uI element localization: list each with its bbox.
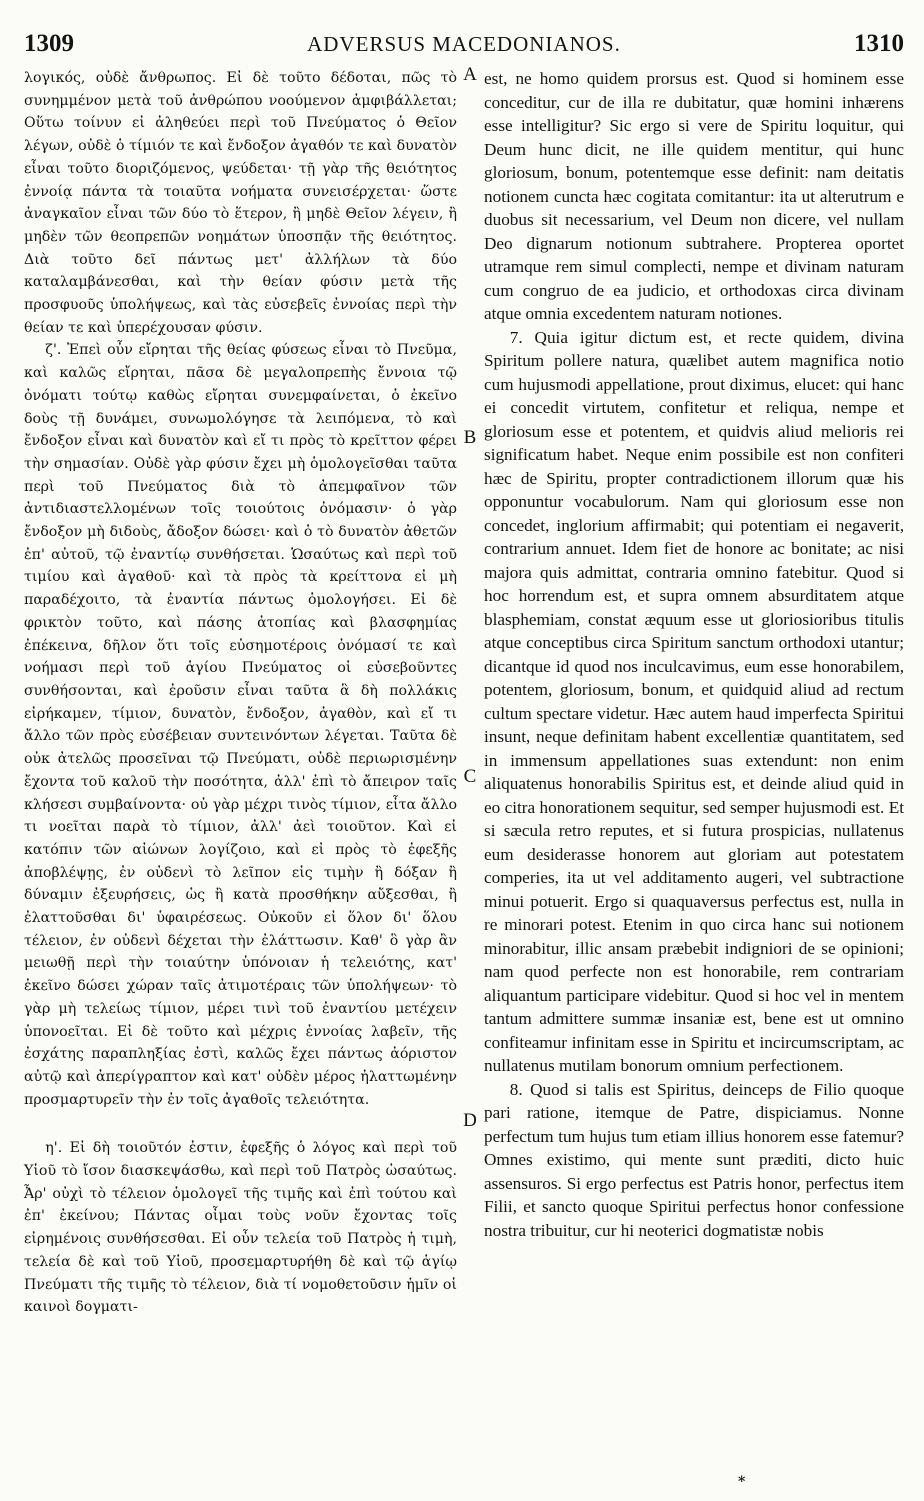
margin-marker-c: C — [463, 766, 477, 787]
latin-column — [484, 67, 904, 1242]
page-number-right: 1310 — [854, 30, 904, 57]
greek-column — [24, 67, 457, 1319]
greek-paragraph-2: ζ'. Ἐπεὶ οὖν εἴρηται τῆς θείας φύσεως εἶναι τὸ Πνεῦμα, καὶ καλῶς εἴρηται, πᾶσα δὲ μεγαλοπρεπὴς ἔννοια τῷ ὀνόματι τούτῳ καθὼς εἴρηται συνεμφαίνεται, ὁ ἐκεῖνο δοὺς τῇ δυνάμει, συνωμολόγησε τὰ λειπόμενα, τὸ καὶ ἔνδοξον εἶναι καὶ δυνατὸν καὶ εἴ τι πρὸς τὸ κρεῖττον φέρει τὴν σημασίαν. Οὐδὲ γὰρ φύσιν ἔχει μὴ ὁμολογεῖσθαι ταῦτα περὶ τοῦ Πνεύματος διὰ τὸ ἀπεμφαῖνον τῶν ἀντιδιαστελλομένων τοῖς τοιούτοις ὀνόμασιν· ὁ γὰρ ἔνδοξον μὴ διδοὺς, ἄδοξον δώσει· καὶ ὁ τὸ δυνατὸν ἀθετῶν ἐπ' αὐτοῦ, τῷ ἐναντίῳ συνθήσεται. Ὡσαύτως καὶ περὶ τοῦ τιμίου καὶ ἀγαθοῦ· καὶ τὰ πρὸς τὰ κρείττονα εἰ μὴ παραδέχοιτο, τὰ ἐναντία πάντως ὁμολογήσει. Εἰ δὲ φρικτὸν τοῦτο, καὶ πάσης ἀτοπίας καὶ βλασφημίας ἐπέκεινα, δῆλον ὅτι τοῖς εὐσημοτέροις ὀνόμασί τε καὶ νοήμασι περὶ τοῦ ἁγίου Πνεύματος οἱ εὐσεβοῦντες συνθήσονται, καὶ ἐροῦσιν εἶναι ταῦτα ἃ δὴ πολλάκις εἰρήκαμεν, τίμιον, δυνατὸν, ἔνδοξον, ἀγαθὸν, καὶ εἴ τι ἄλλο τῶν πρὸς εὐσέβειαν συντεινόντων λέγεται. Ταῦτα δὲ οὐκ ἀτελῶς προσεῖναι τῷ Πνεύματι, οὐδὲ περιωρισμένην ἔχοντα τοῦ καλοῦ τὴν ποσότητα, ἀλλ' ἐπὶ τὸ ἄπειρον ταῖς κλήσεσι συμβαίνοντα· οὐ γὰρ μέχρι τινὸς τίμιον, εἶτα ἄλλο τι νοεῖται παρὰ τὸ τίμιον, ἀλλ' ἀεὶ τοιοῦτον. Καὶ εἰ κατόπιν τῶν αἰώνων λογίζοιο, καὶ εἰ πρὸς τὸ ἐφεξῆς ἀποβλέψῃς, ἐν οὐδενὶ τὸ λεῖπον εἰς τιμὴν ἢ δόξαν ἢ δύναμιν ἐξευρήσεις, ὡς ἢ κατὰ προσθήκην αὔξεσθαι, ἢ ἐλαττοῦσθαι δι' ὑφαιρέσεως. Οὐκοῦν εἰ ὅλον δι' ὅλου τέλειον, ἐν οὐδενὶ δέχεται τὴν ἐλάττωσιν. Καθ' ὃ γὰρ ἂν μειωθῇ περὶ τὴν τοιαύτην ὑπόνοιαν ἡ τελειότης, κατ' ἐκεῖνο δώσει χώραν ταῖς ἀτιμοτέραις τῶν ὑπολήψεων· τὸ γὰρ μὴ τελείως τίμιον, μέρει τινὶ τοῦ ἐναντίου μετέχειν ὑπονοεῖται. Εἰ δὲ τοῦτο καὶ μέχρις ἐννοίας λαβεῖν, τῆς ἐσχάτης παραπληξίας ἐστὶ, καλῶς ἔχει πάντως ἀόριστον αὐτῷ καὶ ἀπερίγραπτον καὶ κατ' οὐδὲν μέρος ἠλαττωμένην προσμαρτυρεῖν τὴν ἐν τοῖς ἀγαθοῖς τελειότητα. — [24, 342, 457, 1108]
latin-paragraph-2: 7. Quia igitur dictum est, et recte quidem, divina Spiritum pollere natura, quælibet autem magnifica notio cum hujusmodi appellatione, prout diximus, elucet: qui hanc ei concedit virtutem, confitetur et reliqua, nempe et gloriosum esse et potentem, et quidvis aliud melioris rei significatum habet. Neque enim possibile est non confiteri hæc de Spiritu, propter contradictionem illorum quæ his opponuntur vocabulorum. Nam qui gloriosum esse non concedet, inglorium affirmabit; qui potentiam ei negaverit, contrarium annuet. Idem fiet de honore ac bonitate; ac nisi majora quis admittat, contraria omnino fatebitur. Quod si hoc horrendum est, et supra omnem absurditatem atque blasphemiam, constat æquum esse ut gloriosioribus titulis atque conceptibus circa Spiritum sanctum orthodoxi utantur; dicantque id quod nos inculcavimus, eum esse honorabilem, potentem, gloriosum, bonum, et quidquid aliud ad rectum cultum spectare videtur. Hæc autem haud imperfecta Spiritui insunt, neque definitam habent excellentiæ quantitatem, sed in immensum appellationes suas extendunt: non enim aliquatenus honorabilis Spiritus est, et deinde aliud quid in eo citra honorationem sequitur, sed semper hujusmodi est. Et si sæcula retro reputes, et si futura prospicias, nullatenus eum desiderasse honorem aut gloriam aut potestatem comperies, ita ut vel additamento augeri, vel subtractione minui potuerit. Ergo si quaquaversus perfectus est, nulla in re minorari potest. Etenim in quo circa hanc sui notionem minorabitur, illic ansam præbebit indigniori de se opinioni; nam quod perfecte non est honorabile, rem contrariam aliquantum participare videbitur. Quod si hoc vel in mentem tantum admittere summæ insaniæ est, bene est ut omnino confiteamur infinitam esse in Spiritu et incircumscriptam, ac nullatenus mutilam bonorum omnium perfectionem. — [484, 327, 904, 1075]
margin-marker-a: A — [463, 64, 477, 85]
running-title: ADVERSUS MACEDONIANOS. — [307, 32, 621, 56]
running-header — [24, 30, 904, 60]
page-number-left: 1309 — [24, 30, 74, 57]
margin-marker-b: B — [463, 427, 477, 448]
greek-paragraph-3: η'. Εἰ δὴ τοιοῦτόν ἐστιν, ἐφεξῆς ὁ λόγος καὶ περὶ τοῦ Υἱοῦ τὸ ἴσον διασκεψάσθω, καὶ περὶ τοῦ Πατρὸς ὡσαύτως. Ἆρ' οὐχὶ τὸ τέλειον ὁμολογεῖ τῆς τιμῆς καὶ ἐπὶ τούτου καὶ ἐπ' ἐκείνου; Πάντας οἶμαι τοὺς νοῦν ἔχοντας τοῖς εἰρημένοις συνθήσεσθαι. Εἰ οὖν τελεία τοῦ Πατρὸς ἡ τιμὴ, τελεία δὲ καὶ τοῦ Υἱοῦ, προσεμαρτυρήθη δὲ καὶ τῷ ἁγίῳ Πνεύματι τῆς τιμῆς τὸ τέλειον, διὰ τί νομοθετοῦσιν ἡμῖν οἱ καινοὶ δογματι- — [24, 1140, 457, 1316]
latin-paragraph-3: 8. Quod si talis est Spiritus, deinceps de Filio quoque pari ratione, itemque de Patre, dispiciamus. Nonne perfectum tum hujus tum etiam illius honorem esse fatemur? Omnes existimo, qui mente sunt præditi, dicto huic assensuros. Si ergo perfectus est Patris honor, perfectus item Filii, et sancto quoque Spiritui perfectus honor confessione nostra tribuitur, cur hi neoterici dogmatistæ nobis — [484, 1079, 904, 1240]
signature-mark: * — [738, 1474, 746, 1490]
margin-marker-d: D — [463, 1110, 477, 1131]
greek-paragraph-1: λογικός, οὐδὲ ἄνθρωπος. Εἰ δὲ τοῦτο δέδοται, πῶς τὸ συνημμένον μετὰ τοῦ ἀνθρώπου νοούμενον ἀμφιβάλλεται; Οὕτω τοίνυν εἰ ἀληθεύει περὶ τοῦ Πνεύματος ὁ Θεῖον λέγων, οὐδὲ ὁ τίμιόν τε καὶ ἔνδοξον ἀγαθόν τε καὶ δυνατὸν εἶναι τοῦτο διοριζόμενος, ψεύδεται· τῇ γὰρ τῆς θειότητος ἐννοίᾳ πάντα τὰ τοιαῦτα νοήματα συνεισέρχεται· ὥστε ἀναγκαῖον εἶναι τῶν δύο τὸ ἕτερον, ἢ μηδὲ Θεῖον λέγειν, ἢ μηδὲν τῶν θεοπρεπῶν νοημάτων ὑποσπᾷν τῆς θειότητος. Διὰ τοῦτο δεῖ πάντως μετ' ἀλλήλων τὰ δύο καταλαμβάνεσθαι, καὶ τὴν θείαν φύσιν μετὰ τῆς προσφυοῦς ὑπολήψεως, καὶ τὰς εὐσεβεῖς ἐννοίας περὶ τὴν θείαν τε καὶ ὑπερέχουσαν φύσιν. — [24, 70, 457, 336]
latin-paragraph-1: est, ne homo quidem prorsus est. Quod si hominem esse conceditur, cur de illa re dubitatur, quæ homini inhærens esse intelligitur? Sic ergo si vere de Spiritu loquitur, qui Deum hunc dicit, ne ille quidem mentitur, qui hunc gloriosum, bonum, potentemque esse definit: nam deitatis notionem cuncta hæc cogitata comitantur: ita ut alterutrum e duobus sit necessarium, vel Deum non dicere, vel nullam Deo dignarum notionum subtrahere. Propterea oportet utramque rem simul complecti, nempe et divinam naturam cum congruo de ea judicio, et orthodoxas circa divinam atque omnia excedentem naturam notiones. — [484, 69, 904, 323]
